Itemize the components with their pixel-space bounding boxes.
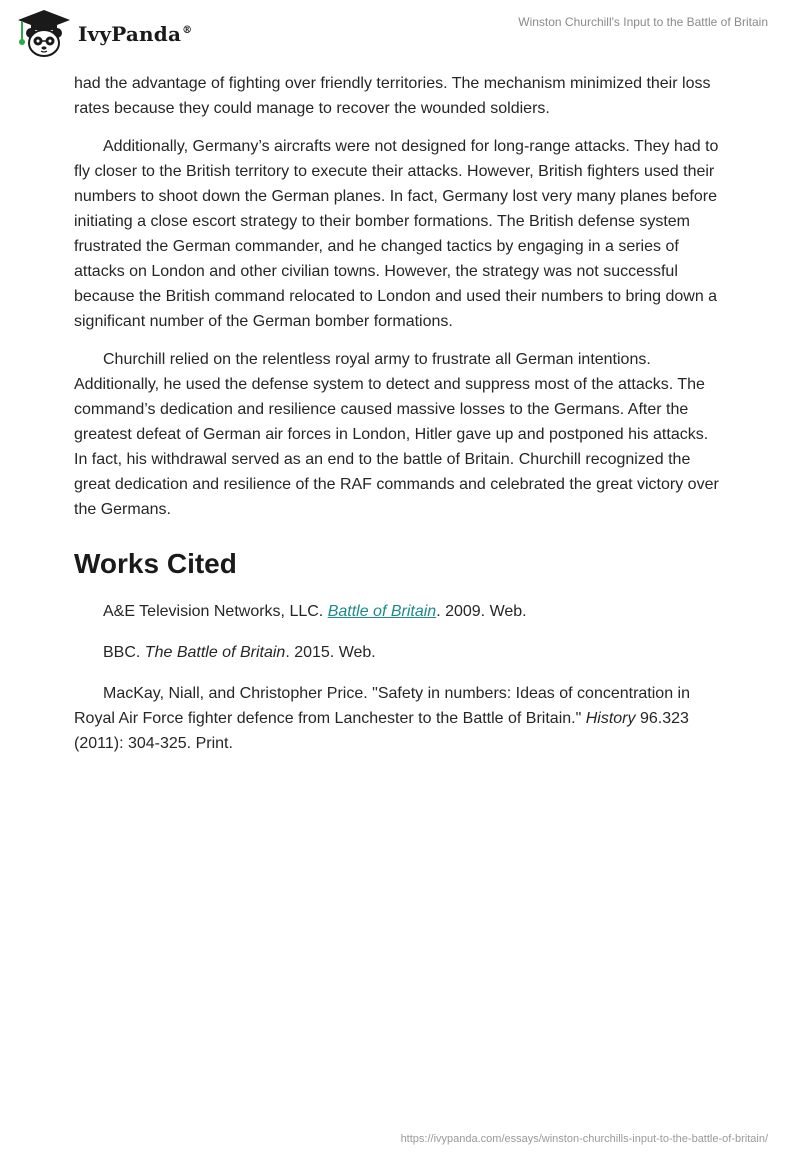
footer-source-url[interactable]: https://ivypanda.com/essays/winston-churchills-input-to-the-battle-of-britain/ — [400, 1133, 768, 1145]
citation-entry: MacKay, Niall, and Christopher Price. "Safety in numbers: Ideas of concentration in Royal Air Force fighter defence from Lanchester to the Battle of Britain." History 96.323 (2011): 304-325. Print. — [74, 685, 690, 752]
page-header — [0, 0, 800, 70]
citation-title: The Battle of Britain — [144, 644, 286, 661]
brand-logo[interactable] — [14, 8, 192, 60]
panda-graduate-icon — [14, 8, 74, 60]
works-cited-heading: Works Cited — [74, 548, 237, 579]
citation-entry: BBC. The Battle of Britain. 2015. Web. — [103, 644, 376, 661]
citation-entry: A&E Television Networks, LLC. Battle of Britain. 2009. Web. — [103, 603, 527, 620]
citation-title: History — [585, 710, 636, 727]
essay-content — [74, 71, 724, 772]
document-title: Winston Churchill's Input to the Battle of Britain — [518, 15, 768, 29]
brand-name: IvyPanda® — [78, 22, 193, 46]
body-paragraph: had the advantage of fighting over friendly territories. The mechanism minimized their loss rates because they could manage to recover the wounded soldiers. — [74, 75, 711, 117]
body-paragraph: Churchill relied on the relentless royal army to frustrate all German intentions. Additionally, he used the defense system to detect and suppress most of the attacks. The command’s dedication and resilience caused massive losses to the Germans. After the greatest defeat of German air forces in London, Hitler gave up and postponed his attacks. In fact, his withdrawal served as an end to the battle of Britain. Churchill recognized the great dedication and resilience of the RAF commands and celebrated the great victory over the Germans. — [74, 351, 719, 518]
citation-link[interactable]: Battle of Britain — [327, 603, 437, 620]
body-paragraph: Additionally, Germany’s aircrafts were not designed for long-range attacks. They had to fly closer to the British territory to execute their attacks. However, British fighters used their numbers to shoot down the German planes. In fact, Germany lost very many planes before initiating a close escort strategy to their bomber formations. The British defense system frustrated the German commander, and he changed tactics by engaging in a series of attacks on London and other civilian towns. However, the strategy was not successful because the British command relocated to London and used their numbers to bring down a significant number of the German bomber formations. — [74, 138, 719, 330]
